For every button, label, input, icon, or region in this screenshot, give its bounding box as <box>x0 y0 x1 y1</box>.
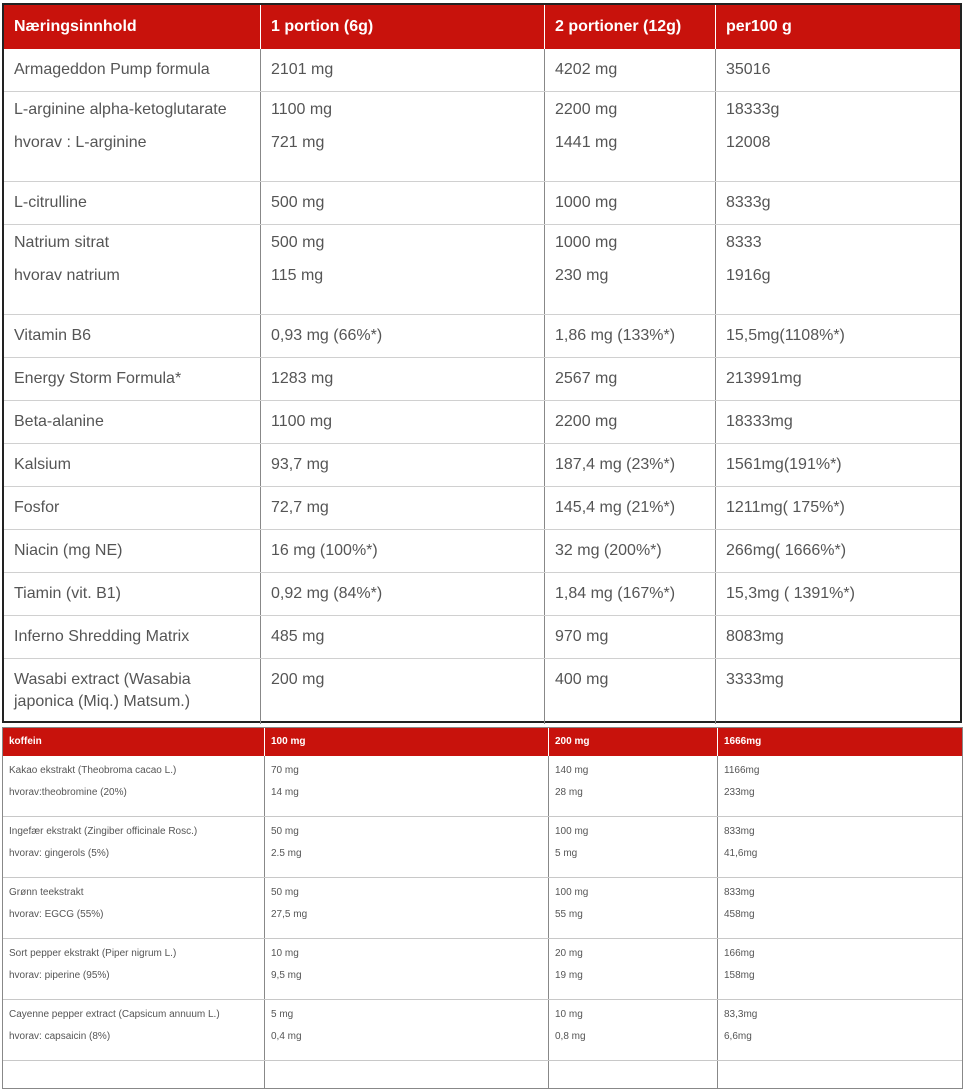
line-sub: 28 mg <box>555 787 583 798</box>
nutrient-name: L-citrulline <box>4 182 261 224</box>
line-sub: 12008 <box>726 134 771 151</box>
value-per-100g: 1211mg( 175%*) <box>726 499 845 516</box>
nutrient-name: Fosfor <box>4 487 261 529</box>
header-per-100g: 1666mg <box>724 736 762 747</box>
nutrient-name: Kalsium <box>4 444 261 486</box>
nutrient-name <box>4 225 261 314</box>
value-one-portion: 0,92 mg (84%*) <box>261 573 545 615</box>
value-per-100g: 266mg( 1666%*) <box>726 542 847 559</box>
nutrient-name: Wasabi extract (Wasabia japonica (Miq.) Matsum.) <box>4 659 261 724</box>
line-main: 50 mg <box>271 887 299 898</box>
value-one-portion <box>265 817 549 877</box>
value-per-100g: 8083mg <box>726 628 784 645</box>
value-per-100g: 15,3mg ( 1391%*) <box>726 585 855 602</box>
line-sub: 9,5 mg <box>271 970 302 981</box>
empty-cell <box>3 1061 265 1089</box>
ingredient-name <box>3 939 265 999</box>
line-main: 2200 mg <box>555 101 618 118</box>
line-sub: 19 mg <box>555 970 583 981</box>
table-row <box>4 182 960 225</box>
table-row <box>4 487 960 530</box>
line-sub: hvorav: piperine (95%) <box>9 970 110 981</box>
nutrition-table <box>2 3 962 723</box>
value-one-portion <box>265 939 549 999</box>
line-main: 10 mg <box>271 948 299 959</box>
line-sub: 233mg <box>724 787 755 798</box>
value-per-100g <box>718 817 962 877</box>
header-ingredient: koffein <box>3 728 265 756</box>
line-sub: 2.5 mg <box>271 848 302 859</box>
value-one-portion: 0,93 mg (66%*) <box>261 315 545 357</box>
nutrient-name: Beta-alanine <box>4 401 261 443</box>
line-main: 100 mg <box>555 887 589 898</box>
value-two-portions <box>549 756 718 816</box>
table-row <box>4 401 960 444</box>
table-row <box>3 756 962 817</box>
caffeine-table <box>2 727 963 1089</box>
table-row <box>4 92 960 182</box>
value-one-portion: 93,7 mg <box>261 444 545 486</box>
line-sub: 5 mg <box>555 848 578 859</box>
value-per-100g: 15,5mg(1108%*) <box>726 327 845 344</box>
line-main: 1166mg <box>724 765 760 776</box>
value-one-portion: 2101 mg <box>261 49 545 91</box>
table-row <box>4 444 960 487</box>
value-per-100g: 1561mg(191%*) <box>726 456 842 473</box>
line-sub: hvorav: EGCG (55%) <box>9 909 104 920</box>
nutrient-name: Armageddon Pump formula <box>4 49 261 91</box>
value-two-portions: 400 mg <box>545 659 716 724</box>
line-main: L-arginine alpha-ketoglutarate <box>14 101 227 118</box>
line-main: Grønn teekstrakt <box>9 887 84 898</box>
table-row <box>4 49 960 92</box>
line-sub: 41,6mg <box>724 848 758 859</box>
ingredient-name <box>3 878 265 938</box>
line-main: Natrium sitrat <box>14 234 110 251</box>
empty-cell <box>718 1061 962 1089</box>
value-one-portion: 1283 mg <box>261 358 545 400</box>
line-sub: 721 mg <box>271 134 325 151</box>
line-main: Sort pepper ekstrakt (Piper nigrum L.) <box>9 948 177 959</box>
line-sub: hvorav: capsaicin (8%) <box>9 1031 111 1042</box>
value-one-portion: 485 mg <box>261 616 545 658</box>
value-per-100g: 8333g <box>726 194 771 211</box>
header-one-portion: 1 portion (6g) <box>261 5 545 49</box>
line-sub: 230 mg <box>555 267 609 284</box>
value-per-100g: 213991mg <box>726 370 802 387</box>
table-row <box>4 530 960 573</box>
value-two-portions: 970 mg <box>545 616 716 658</box>
table-row <box>3 1000 962 1061</box>
empty-cell <box>549 1061 718 1089</box>
line-sub: hvorav natrium <box>14 267 120 284</box>
table-row <box>3 817 962 878</box>
value-one-portion: 200 mg <box>261 659 545 724</box>
nutrient-name <box>4 92 261 181</box>
line-sub: 158mg <box>724 970 755 981</box>
line-main: 8333 <box>726 234 762 251</box>
line-sub: 6,6mg <box>724 1031 752 1042</box>
value-one-portion: 16 mg (100%*) <box>261 530 545 572</box>
line-main: 833mg <box>724 887 755 898</box>
line-sub: hvorav: gingerols (5%) <box>9 848 110 859</box>
value-one-portion: 1100 mg <box>261 401 545 443</box>
line-main: Cayenne pepper extract (Capsicum annuum L.) <box>9 1009 220 1020</box>
ingredient-name <box>3 756 265 816</box>
value-two-portions: 2200 mg <box>545 401 716 443</box>
value-two-portions: 187,4 mg (23%*) <box>545 444 716 486</box>
line-sub: 14 mg <box>271 787 299 798</box>
value-per-100g: 18333mg <box>726 413 793 430</box>
header-one-portion: 100 mg <box>265 728 549 756</box>
value-per-100g <box>716 92 960 181</box>
nutrient-name: Energy Storm Formula* <box>4 358 261 400</box>
line-main: 500 mg <box>271 234 325 251</box>
value-per-100g <box>718 756 962 816</box>
value-two-portions: 2567 mg <box>545 358 716 400</box>
line-sub: 55 mg <box>555 909 583 920</box>
value-two-portions <box>549 939 718 999</box>
value-two-portions: 1,86 mg (133%*) <box>545 315 716 357</box>
value-per-100g <box>716 225 960 314</box>
caffeine-table-header <box>3 728 962 756</box>
line-main: 50 mg <box>271 826 299 837</box>
header-two-portions: 2 portioner (12g) <box>545 5 716 49</box>
nutrient-name: Inferno Shredding Matrix <box>4 616 261 658</box>
value-per-100g: 3333mg <box>726 671 784 688</box>
line-main: 1100 mg <box>271 101 333 118</box>
value-two-portions: 32 mg (200%*) <box>545 530 716 572</box>
empty-row <box>3 1061 962 1089</box>
line-main: 1000 mg <box>555 234 618 251</box>
empty-cell <box>265 1061 549 1089</box>
line-main: Kakao ekstrakt (Theobroma cacao L.) <box>9 765 177 776</box>
table-row <box>3 878 962 939</box>
line-sub: hvorav:theobromine (20%) <box>9 787 127 798</box>
value-one-portion: 500 mg <box>261 182 545 224</box>
line-main: 10 mg <box>555 1009 583 1020</box>
value-per-100g: 35016 <box>726 61 771 78</box>
value-two-portions: 145,4 mg (21%*) <box>545 487 716 529</box>
header-two-portions: 200 mg <box>549 728 718 756</box>
value-one-portion <box>265 1000 549 1060</box>
line-sub: 115 mg <box>271 267 324 284</box>
line-sub: hvorav : L-arginine <box>14 134 147 151</box>
header-nutrient: Næringsinnhold <box>4 5 261 49</box>
line-main: 833mg <box>724 826 755 837</box>
line-main: 20 mg <box>555 948 583 959</box>
table-row <box>4 659 960 724</box>
table-row <box>4 225 960 315</box>
line-main: 70 mg <box>271 765 299 776</box>
line-main: 5 mg <box>271 1009 294 1020</box>
ingredient-name <box>3 817 265 877</box>
table-row <box>3 939 962 1000</box>
table-row <box>4 616 960 659</box>
value-two-portions <box>549 878 718 938</box>
value-one-portion <box>265 756 549 816</box>
value-per-100g <box>718 1000 962 1060</box>
value-two-portions: 4202 mg <box>545 49 716 91</box>
nutrition-table-header <box>4 5 960 49</box>
value-two-portions <box>545 92 716 181</box>
value-one-portion <box>265 878 549 938</box>
value-two-portions <box>549 1000 718 1060</box>
nutrient-name: Vitamin B6 <box>4 315 261 357</box>
nutrient-name: Niacin (mg NE) <box>4 530 261 572</box>
ingredient-name <box>3 1000 265 1060</box>
line-main: 83,3mg <box>724 1009 758 1020</box>
line-sub: 1916g <box>726 267 771 284</box>
table-row <box>4 573 960 616</box>
table-row <box>4 315 960 358</box>
line-sub: 0,8 mg <box>555 1031 586 1042</box>
line-main: 18333g <box>726 101 780 118</box>
value-one-portion: 72,7 mg <box>261 487 545 529</box>
value-two-portions: 1000 mg <box>545 182 716 224</box>
line-main: Ingefær ekstrakt (Zingiber officinale Rosc.) <box>9 826 198 837</box>
line-main: 100 mg <box>555 826 589 837</box>
line-sub: 27,5 mg <box>271 909 308 920</box>
line-main: 166mg <box>724 948 755 959</box>
value-one-portion <box>261 92 545 181</box>
header-per-100g: per100 g <box>726 18 792 35</box>
table-row <box>4 358 960 401</box>
value-one-portion <box>261 225 545 314</box>
line-sub: 1441 mg <box>555 134 618 151</box>
line-sub: 0,4 mg <box>271 1031 302 1042</box>
value-per-100g <box>718 878 962 938</box>
nutrient-name: Tiamin (vit. B1) <box>4 573 261 615</box>
value-per-100g <box>718 939 962 999</box>
value-two-portions <box>545 225 716 314</box>
value-two-portions <box>549 817 718 877</box>
line-sub: 458mg <box>724 909 755 920</box>
value-two-portions: 1,84 mg (167%*) <box>545 573 716 615</box>
line-main: 140 mg <box>555 765 589 776</box>
